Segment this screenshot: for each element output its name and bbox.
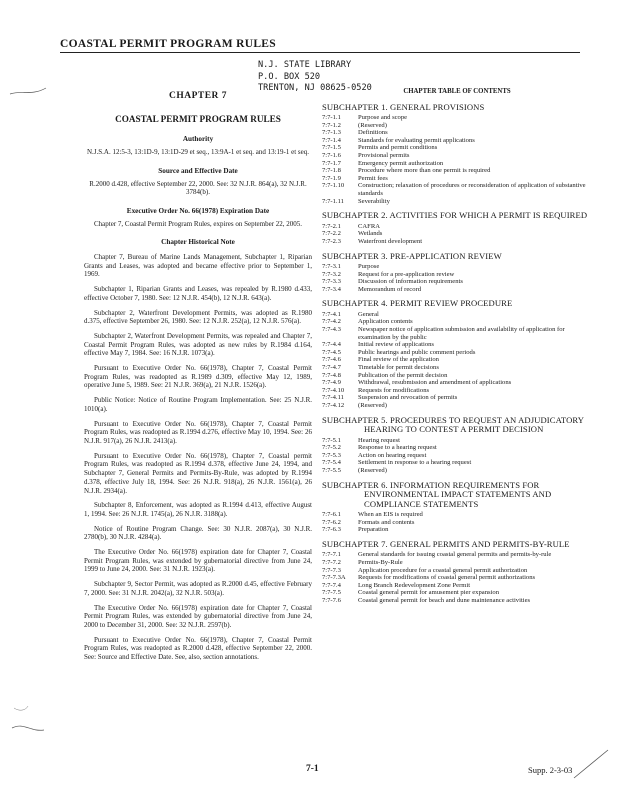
expiration-text: Chapter 7, Coastal Permit Program Rules, expires on September 22, 2005. xyxy=(94,219,303,228)
spacer xyxy=(322,246,592,249)
history-paragraph: Public Notice: Notice of Routine Program Implementation. See: 25 N.J.R. 1010(a). xyxy=(84,396,312,413)
section-number: 7:7-1.4 xyxy=(322,136,341,144)
toc-section-row xyxy=(322,175,592,183)
toc-section-row xyxy=(322,341,592,349)
section-title: Permit fees xyxy=(358,174,388,182)
section-number: 7:7-2.3 xyxy=(322,237,341,245)
subchapter-heading: SUBCHAPTER 4. PERMIT REVIEW PROCEDURE xyxy=(322,298,513,309)
section-number: 7:7-7.3A xyxy=(322,574,346,582)
section-title: Purpose xyxy=(358,263,380,270)
section-number: 7:7-4.5 xyxy=(322,348,341,356)
toc-section-row xyxy=(322,137,592,145)
section-title: Settlement in response to a hearing request xyxy=(358,459,472,467)
section-number: 7:7-7.4 xyxy=(322,581,341,589)
section-title: Construction; relaxation of procedures or reconsideration of application of substantive standards xyxy=(358,182,586,198)
subchapter-heading: SUBCHAPTER 5. PROCEDURES TO REQUEST AN ADJUDICATORY HEARING TO CONTEST A PERMIT DECISION xyxy=(322,414,584,435)
toc-section-row xyxy=(322,551,592,559)
toc-section-row xyxy=(322,574,592,582)
toc-section-row xyxy=(322,326,592,341)
section-title: When an EIS is required xyxy=(358,511,423,519)
history-paragraph: Pursuant to Executive Order No. 66(1978), Chapter 7, Coastal Permit Program Rules, was readopted as R.1994 d.276, effective May 10, 1994. See: 26 N.J.R. 917(a), 26 N.J.R. 2413(a). xyxy=(84,419,312,445)
section-number: 7:7-6.1 xyxy=(322,511,341,519)
section-number: 7:7-5.3 xyxy=(322,451,341,459)
section-number: 7:7-1.2 xyxy=(322,121,341,129)
section-title: Definitions xyxy=(358,129,388,137)
section-title: (Reserved) xyxy=(358,466,387,474)
toc-section-row xyxy=(322,167,592,175)
toc-section-row xyxy=(322,459,592,467)
toc-section-row xyxy=(322,526,592,534)
history-paragraph: The Executive Order No. 66(1978) expiration date for Chapter 7, Coastal Permit Program Rules, was extended by gubernatorial directive from June 24, 1999 to June 24, 2000. See: 31 N.J.R. 1923(a). xyxy=(84,548,312,574)
history-paragraph: Pursuant to Executive Order No. 66(1978), Chapter 7, Coastal Permit Program Rules, was readopted as R.1989 d.309, effective May 12, 1989, operative June 5, 1989. See: 21 N.J.R. 369(a), 21 N.J.R. 1526(a). xyxy=(84,364,312,390)
section-number: 7:7-1.11 xyxy=(322,197,344,205)
toc-section-row xyxy=(322,278,592,286)
margin-pencil-mark xyxy=(572,742,612,782)
section-number: 7:7-6.2 xyxy=(322,518,341,526)
section-number: 7:7-5.5 xyxy=(322,466,341,474)
section-title: Final review of the application xyxy=(358,356,439,364)
toc-section-row xyxy=(322,372,592,380)
history-notes xyxy=(84,253,312,662)
section-number: 7:7-4.4 xyxy=(322,341,341,349)
history-paragraph: The Executive Order No. 66(1978) expiration date for Chapter 7, Coastal Permit Program Rules, was extended by gubernatorial directive from June 24, 2000 to December 31, 2000. See: 32 N.J.R. 2597(b). xyxy=(84,603,312,629)
header-rule xyxy=(60,52,580,53)
toc-section-row xyxy=(322,311,592,319)
toc-section-row xyxy=(322,114,592,122)
section-number: 7:7-7.2 xyxy=(322,558,341,566)
section-title: Publication of the permit decision xyxy=(358,371,448,379)
toc-section-row xyxy=(322,230,592,238)
toc-section-row xyxy=(322,286,592,294)
margin-pencil-mark xyxy=(8,700,48,740)
section-title: Permits and permit conditions xyxy=(358,144,438,152)
section-title: Preparation xyxy=(358,526,389,534)
toc-section-row xyxy=(322,238,592,246)
section-title: (Reserved) xyxy=(358,402,387,409)
section-title: Request for a pre-application review xyxy=(358,270,455,278)
margin-pencil-mark xyxy=(8,84,48,98)
section-title: Emergency permit authorization xyxy=(358,159,444,167)
toc-section-row xyxy=(322,597,592,605)
section-number: 7:7-2.1 xyxy=(322,222,341,230)
section-title: Provisional permits xyxy=(358,152,410,160)
running-header: COASTAL PERMIT PROGRAM RULES xyxy=(60,38,276,50)
section-title: Suspension and revocation of permits xyxy=(358,394,458,402)
toc-section-row xyxy=(322,589,592,597)
section-title: Long Branch Redevelopment Zone Permit xyxy=(358,581,471,589)
section-title: Requests for modifications xyxy=(358,386,430,394)
section-number: 7:7-4.9 xyxy=(322,379,341,387)
toc-section-row xyxy=(322,160,592,168)
toc-heading: CHAPTER TABLE OF CONTENTS xyxy=(403,88,511,95)
section-title: (Reserved) xyxy=(358,121,387,129)
section-title: Waterfront development xyxy=(358,237,423,245)
section-number: 7:7-1.9 xyxy=(322,174,341,182)
toc-section-row xyxy=(322,387,592,395)
subchapter-heading: SUBCHAPTER 7. GENERAL PERMITS AND PERMITS-BY-RULE xyxy=(322,538,570,549)
section-number: 7:7-5.2 xyxy=(322,444,341,452)
section-number: 7:7-1.3 xyxy=(322,129,341,137)
toc-section-row xyxy=(322,144,592,152)
toc-section-row xyxy=(322,356,592,364)
section-title: Coastal general permit for amusement pier expansion xyxy=(358,589,499,597)
section-title: Wetlands xyxy=(358,230,383,238)
section-number: 7:7-4.2 xyxy=(322,318,341,326)
toc-section-row xyxy=(322,402,592,410)
authority-heading: Authority xyxy=(182,135,214,144)
section-number: 7:7-4.1 xyxy=(322,310,341,318)
section-number: 7:7-7.6 xyxy=(322,596,341,604)
history-paragraph: Pursuant to Executive Order No. 66(1978), Chapter 7, Coastal permit Program Rules, was readopted as R.1994 d.378, effective June 24, 1994, and Subchapter 7, General Permits and Permits-By-Rule, was adopted by R.1994 d.378, effective July 18, 1994. See: 26 N.J.R. 918(a), 26 N.J.R. 1561(a), 26 N.J.R. 2934(a). xyxy=(84,451,312,495)
subchapter-heading: SUBCHAPTER 1. GENERAL PROVISIONS xyxy=(322,101,485,112)
toc-section-row xyxy=(322,318,592,326)
section-title: Newspaper notice of application submission and availability of application for examination by the public xyxy=(358,326,565,341)
section-title: Severability xyxy=(358,197,390,205)
chapter-title: COASTAL PERMIT PROGRAM RULES xyxy=(115,113,281,124)
toc-section-row xyxy=(322,129,592,137)
subchapter-heading: SUBCHAPTER 2. ACTIVITIES FOR WHICH A PERMIT IS REQUIRED xyxy=(322,210,588,221)
section-title: CAFRA xyxy=(358,222,380,230)
toc-section-row xyxy=(322,122,592,130)
spacer xyxy=(322,410,592,413)
section-title: Discussion of information requirements xyxy=(358,278,463,286)
section-number: 7:7-4.8 xyxy=(322,371,341,379)
subchapter-heading: SUBCHAPTER 3. PRE-APPLICATION REVIEW xyxy=(322,250,502,261)
section-number: 7:7-7.5 xyxy=(322,589,341,597)
page-number: 7-1 xyxy=(306,764,319,774)
section-number: 7:7-5.4 xyxy=(322,459,341,467)
section-title: Memorandum of record xyxy=(358,285,421,293)
toc-section-row xyxy=(322,271,592,279)
section-title: Timetable for permit decisions xyxy=(358,364,439,372)
section-number: 7:7-4.10 xyxy=(322,386,345,394)
section-number: 7:7-4.11 xyxy=(322,394,344,402)
spacer xyxy=(322,205,592,208)
toc-section-row xyxy=(322,349,592,357)
section-number: 7:7-3.3 xyxy=(322,278,341,286)
section-title: Hearing request xyxy=(358,436,400,444)
section-number: 7:7-1.10 xyxy=(322,182,345,190)
toc-section-row xyxy=(322,582,592,590)
section-title: Action on hearing request xyxy=(358,451,427,459)
history-paragraph: Notice of Routine Program Change. See: 30 N.J.R. 2087(a), 30 N.J.R. 2780(b), 30 N.J.R. 4284(a). xyxy=(84,524,312,542)
section-number: 7:7-6.3 xyxy=(322,526,341,534)
section-number: 7:7-3.2 xyxy=(322,270,341,278)
spacer xyxy=(322,534,592,537)
history-heading: Chapter Historical Note xyxy=(161,238,235,247)
stamp-line: TRENTON, NJ 08625-0520 xyxy=(258,83,372,93)
section-number: 7:7-1.8 xyxy=(322,167,341,175)
toc-section-row xyxy=(322,444,592,452)
section-title: General standards for issuing coastal general permits and permits-by-rule xyxy=(358,551,552,559)
authority-text: N.J.S.A. 12:5-3, 13:1D-9, 13:1D-29 et seq., 13:9A-1 et seq. and 13:19-1 et seq. xyxy=(86,148,310,157)
section-title: Response to a hearing request xyxy=(358,444,437,452)
section-number: 7:7-7.1 xyxy=(322,551,341,559)
toc-section-row xyxy=(322,263,592,271)
section-number: 7:7-3.1 xyxy=(322,263,341,270)
section-title: Application contents xyxy=(358,318,413,326)
subchapter-heading: SUBCHAPTER 6. INFORMATION REQUIREMENTS FOR ENVIRONMENTAL IMPACT STATEMENTS AND COMPLIANCE STATEMENTS xyxy=(322,479,552,509)
toc-section-row xyxy=(322,437,592,445)
history-paragraph: Chapter 7, Bureau of Marine Lands Management, Subchapter 1, Riparian Grants and Leases, was adopted and became effective prior to September 1, 1969. xyxy=(84,253,312,279)
toc-section-row xyxy=(322,567,592,575)
section-title: Standards for evaluating permit applications xyxy=(358,136,475,144)
toc-section-row xyxy=(322,364,592,372)
toc-section-row xyxy=(322,198,592,206)
section-title: Application procedure for a coastal general permit authorization xyxy=(358,566,528,574)
section-title: Formats and contents xyxy=(358,518,415,526)
source-text: R.2000 d.428, effective September 22, 2000. See: 32 N.J.R. 864(a), 32 N.J.R. 3784(b). xyxy=(89,179,307,197)
section-title: Purpose and scope xyxy=(358,114,408,122)
toc-section-row xyxy=(322,152,592,160)
spacer xyxy=(322,293,592,296)
chapter-heading: CHAPTER 7 xyxy=(168,91,228,101)
toc-section-row xyxy=(322,452,592,460)
spacer xyxy=(322,475,592,478)
section-number: 7:7-2.2 xyxy=(322,230,341,238)
section-number: 7:7-1.7 xyxy=(322,159,341,167)
section-number: 7:7-4.7 xyxy=(322,364,341,372)
section-number: 7:7-4.12 xyxy=(322,402,345,409)
history-paragraph: Pursuant to Executive Order No. 66(1978), Chapter 7, Coastal Permit Program Rules, was readopted as R.2000 d.428, effective September 22, 2000. See: Source and Effective Date. See, also, section annotations. xyxy=(84,635,312,662)
toc-section-row xyxy=(322,559,592,567)
spacer xyxy=(322,605,592,608)
section-title: Permits-By-Rule xyxy=(358,558,403,566)
section-number: 7:7-5.1 xyxy=(322,436,341,444)
stamp-line: N.J. STATE LIBRARY xyxy=(258,60,352,70)
toc-section-row xyxy=(322,519,592,527)
toc-section-row xyxy=(322,467,592,475)
section-title: Public hearings and public comment periods xyxy=(358,348,476,356)
section-number: 7:7-1.1 xyxy=(322,114,341,122)
history-paragraph: Subchapter 1, Riparian Grants and Leases, was repealed by R.1980 d.433, effective October 7, 1980. See: 12 N.J.R. 454(b), 12 N.J.R. 643(a). xyxy=(84,285,312,302)
supplement-date: Supp. 2-3-03 xyxy=(528,765,573,775)
section-title: Withdrawal, resubmission and amendment of applications xyxy=(358,379,512,387)
toc-section-row xyxy=(322,223,592,231)
toc-section-row xyxy=(322,394,592,402)
table-of-contents xyxy=(322,88,592,608)
section-title: Coastal general permit for beach and dune maintenance activities xyxy=(358,596,531,604)
history-paragraph: Subchapter 9, Sector Permit, was adopted as R.2000 d.45, effective February 7, 2000. See: 31 N.J.R. 2042(a), 32 N.J.R. 503(a). xyxy=(84,580,312,597)
toc-body xyxy=(322,103,592,608)
toc-section-row xyxy=(322,379,592,387)
history-paragraph: Subchapter 8, Enforcement, was adopted as R.1994 d.413, effective August 1, 1994. See: 26 N.J.R. 1745(a), 26 N.J.R. 3188(a). xyxy=(84,501,312,518)
section-title: Initial review of applications xyxy=(358,341,434,349)
section-title: Requests for modifications of coastal general permit authorizations xyxy=(358,574,536,582)
expiration-heading: Executive Order No. 66(1978) Expiration Date xyxy=(126,206,270,215)
history-paragraph: Subchapter 2, Waterfront Development Permits, was adopted as R.1980 d.375, effective September 26, 1980. See: 12 N.J.R. 252(a), 12 N.J.R. 576(a). xyxy=(84,308,312,326)
section-title: Procedure where more than one permit is required xyxy=(358,167,491,175)
section-number: 7:7-1.5 xyxy=(322,144,341,152)
section-number: 7:7-3.4 xyxy=(322,285,341,293)
toc-section-row xyxy=(322,511,592,519)
section-number: 7:7-1.6 xyxy=(322,152,341,160)
left-column xyxy=(84,92,312,668)
section-number: 7:7-4.3 xyxy=(322,326,341,334)
section-number: 7:7-4.6 xyxy=(322,356,341,364)
section-number: 7:7-7.3 xyxy=(322,566,341,574)
history-paragraph: Subchapter 2, Waterfront Development Permits, was repealed and Chapter 7, Coastal Permit Program Rules, was adopted as new rules by R.1984 d.164, effective May 7, 1984. See: 16 N.J.R. 1073(a). xyxy=(84,331,312,358)
toc-section-row xyxy=(322,182,592,197)
section-title: General xyxy=(358,310,379,318)
source-heading: Source and Effective Date xyxy=(158,166,238,175)
stamp-line: P.O. BOX 520 xyxy=(258,71,321,82)
